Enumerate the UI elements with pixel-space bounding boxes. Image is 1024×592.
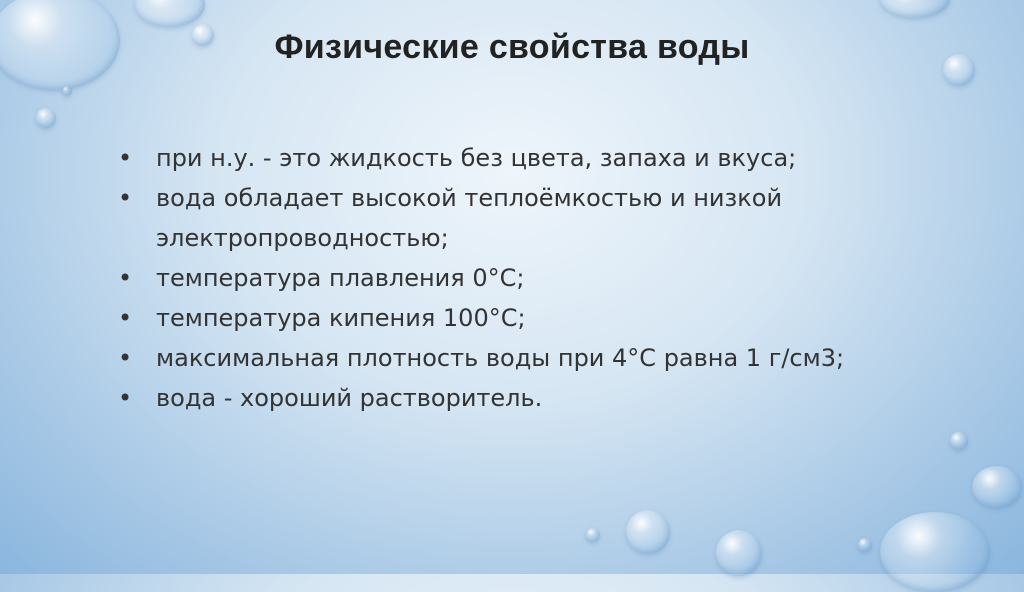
bullet-marker: • xyxy=(118,144,133,172)
water-droplet-icon xyxy=(586,528,600,542)
bullet-marker: • xyxy=(118,184,133,212)
water-droplet-icon xyxy=(858,538,872,552)
bullet-text: вода - хороший растворитель. xyxy=(156,384,543,412)
water-droplet-icon xyxy=(716,530,762,576)
bullet-item xyxy=(118,338,898,378)
water-droplet-icon xyxy=(36,108,56,128)
bullet-item xyxy=(118,258,898,298)
bullet-marker: • xyxy=(118,304,133,332)
bullet-text: температура плавления 0°С; xyxy=(156,264,525,292)
water-droplet-icon xyxy=(626,510,670,554)
bullet-marker: • xyxy=(118,264,133,292)
water-droplet-icon xyxy=(135,0,205,27)
water-droplet-icon xyxy=(880,0,950,18)
bullet-list xyxy=(118,138,898,418)
bullet-marker: • xyxy=(118,344,133,372)
bullet-text: температура кипения 100°С; xyxy=(156,304,526,332)
bullet-marker: • xyxy=(118,384,133,412)
water-droplet-icon xyxy=(972,466,1022,508)
bullet-item xyxy=(118,138,898,178)
water-droplet-icon xyxy=(62,86,72,96)
water-droplet-icon xyxy=(880,512,990,592)
water-droplet-icon xyxy=(950,432,968,450)
bullet-item xyxy=(118,378,898,418)
slide-title: Физические свойства воды xyxy=(274,28,750,66)
bullet-text: вода обладает высокой теплоёмкостью и низкой электропроводностью; xyxy=(156,184,783,252)
bullet-text: максимальная плотность воды при 4°С равна 1 г/см3; xyxy=(156,344,845,372)
bullet-item xyxy=(118,298,898,338)
bullet-item xyxy=(118,178,898,258)
bullet-text: при н.у. - это жидкость без цвета, запаха и вкуса; xyxy=(156,144,797,172)
